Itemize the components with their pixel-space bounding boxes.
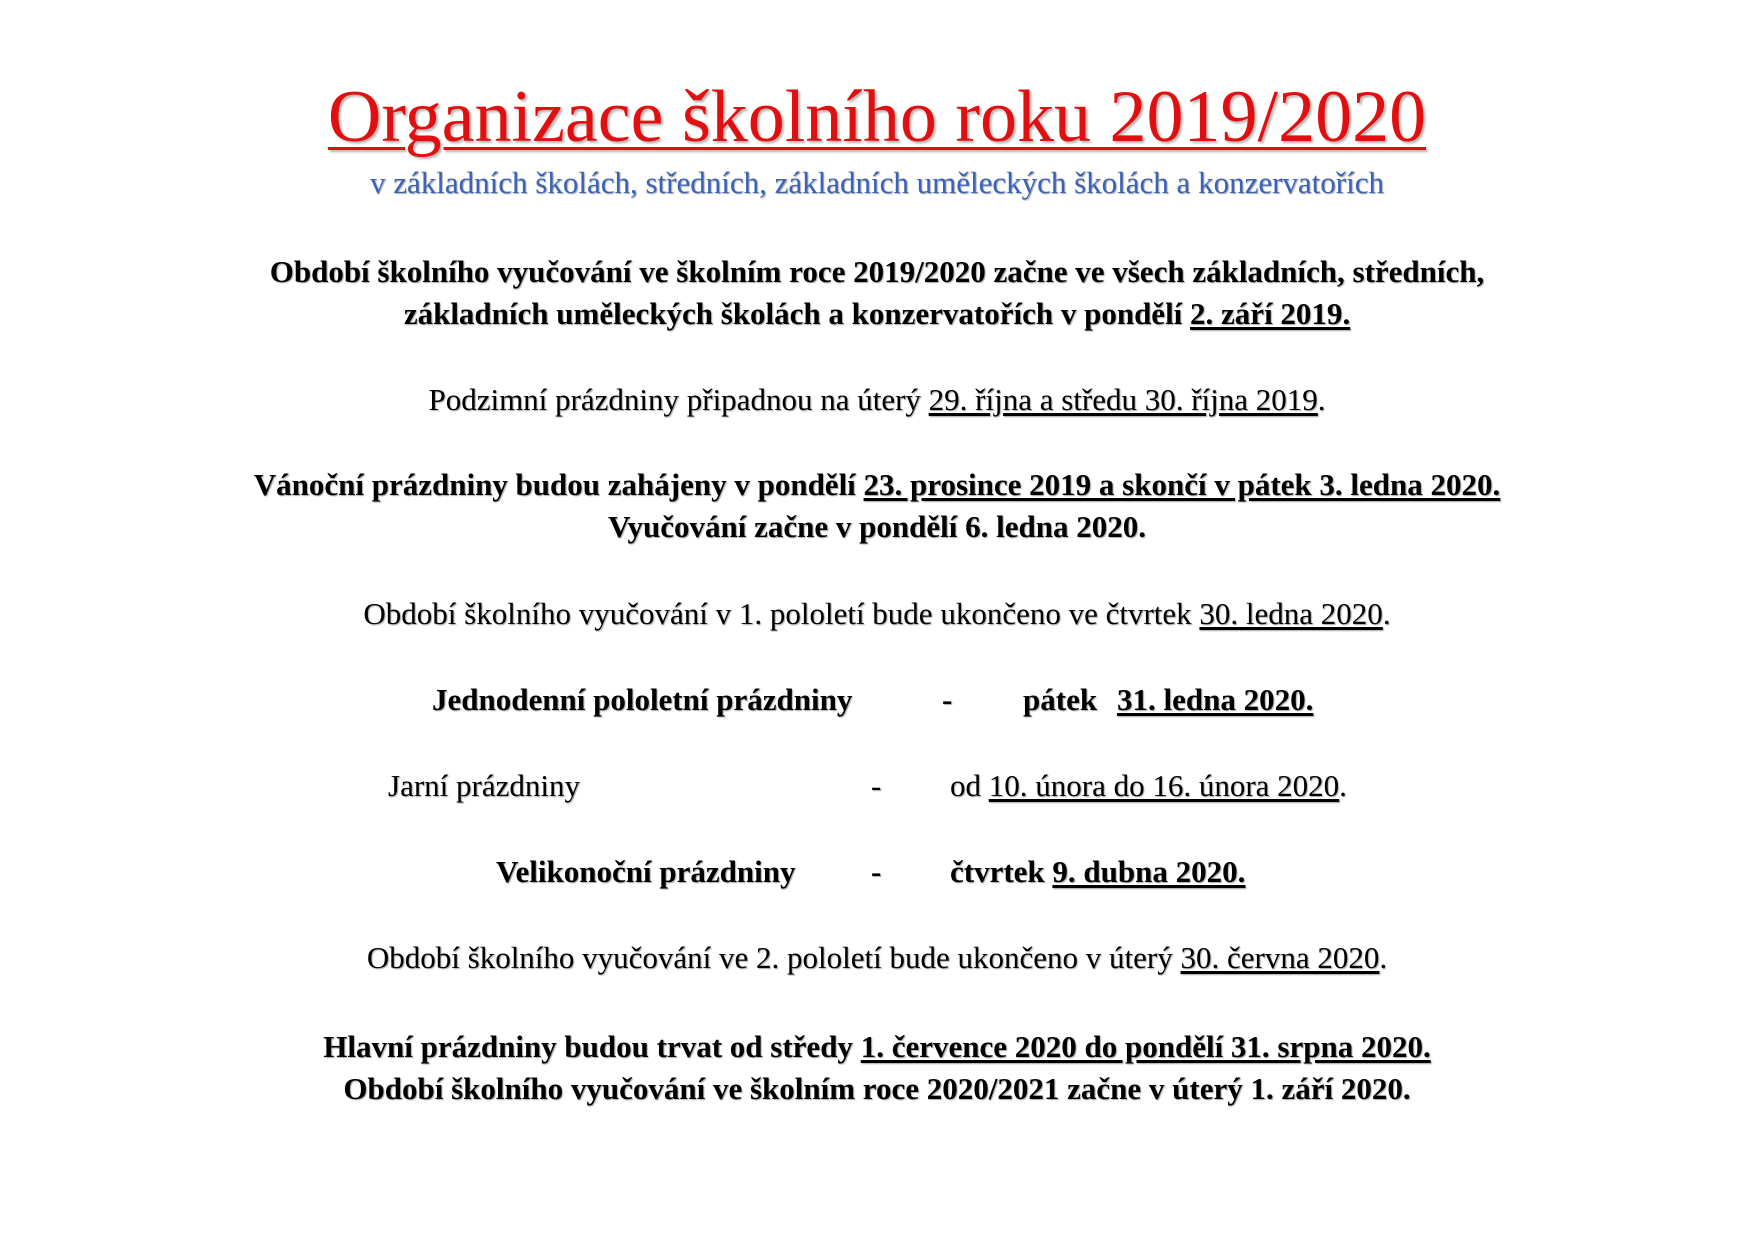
summer-holiday-period: . xyxy=(1423,1029,1431,1064)
summer-holiday-text: Hlavní prázdniny budou trvat od středy xyxy=(323,1029,861,1064)
school-year-start-text: základních uměleckých školách a konzervatořích v pondělí xyxy=(403,296,1191,331)
spring-holiday-dates xyxy=(950,766,1347,806)
easter-holiday-label: Velikonoční prázdniny xyxy=(496,854,796,889)
school-year-start-line-2 xyxy=(0,294,1754,334)
spring-holiday-dash: - xyxy=(871,768,882,803)
easter-holiday-dash: - xyxy=(871,854,882,889)
christmas-school-resume-line: Vyučování začne v pondělí 6. ledna 2020. xyxy=(608,509,1146,544)
half-year-holiday-label: Jednodenní pololetní prázdniny xyxy=(432,682,853,717)
school-year-start-period: . xyxy=(1342,296,1351,331)
second-term-end-period: . xyxy=(1379,940,1388,975)
autumn-holiday-line xyxy=(0,380,1754,420)
page-title: Organizace školního roku 2019/2020 xyxy=(327,76,1427,158)
spring-holiday-label: Jarní prázdniny xyxy=(388,768,580,803)
summer-holiday-line xyxy=(0,1027,1754,1067)
autumn-holiday-text: Podzimní prázdniny připadnou na úterý xyxy=(428,382,929,417)
second-term-end-line xyxy=(0,938,1754,978)
spring-holiday-period: . xyxy=(1339,768,1347,803)
next-school-year-start-line: Období školního vyučování ve školním roce 2020/2021 začne v úterý 1. září 2020. xyxy=(343,1071,1411,1106)
spring-holiday-prefix: od xyxy=(950,768,989,803)
first-term-end-date: 30. ledna 2020 xyxy=(1199,596,1383,631)
first-term-end-text: Období školního vyučování v 1. pololetí bude ukončeno ve čtvrtek xyxy=(363,596,1200,631)
first-term-end-line xyxy=(0,594,1754,634)
summer-holiday-date: 1. července 2020 do pondělí 31. srpna 2020 xyxy=(860,1029,1423,1064)
easter-holiday-dates xyxy=(950,852,1245,892)
second-term-end-text: Období školního vyučování ve 2. pololetí bude ukončeno v úterý xyxy=(366,940,1181,975)
spring-holiday-date: 10. února do 16. února 2020 xyxy=(988,768,1340,803)
easter-holiday-day: čtvrtek xyxy=(950,854,1053,889)
autumn-holiday-date: 29. října a středu 30. října 2019 xyxy=(928,382,1318,417)
half-year-holiday-date: 31. ledna 2020. xyxy=(1117,682,1314,717)
half-year-holiday-day: pátek xyxy=(1023,682,1098,717)
christmas-holiday-date: 23. prosince 2019 a skončí v pátek 3. ledna 2020 xyxy=(863,467,1493,502)
autumn-holiday-period: . xyxy=(1317,382,1326,417)
christmas-holiday-text: Vánoční prázdniny budou zahájeny v pondělí xyxy=(253,467,864,502)
school-year-start-line-1: Období školního vyučování ve školním roce 2019/2020 začne ve všech základních, středních, xyxy=(269,254,1485,289)
page-subtitle: v základních školách, středních, základních uměleckých školách a konzervatořích xyxy=(370,165,1384,200)
christmas-holiday-period: . xyxy=(1492,467,1501,502)
second-term-end-date: 30. června 2020 xyxy=(1180,940,1380,975)
first-term-end-period: . xyxy=(1382,596,1391,631)
christmas-holiday-line xyxy=(0,465,1754,505)
half-year-holiday-dash: - xyxy=(942,682,953,717)
easter-holiday-date: 9. dubna 2020. xyxy=(1052,854,1246,889)
school-year-start-date: 2. září 2019 xyxy=(1190,296,1343,331)
